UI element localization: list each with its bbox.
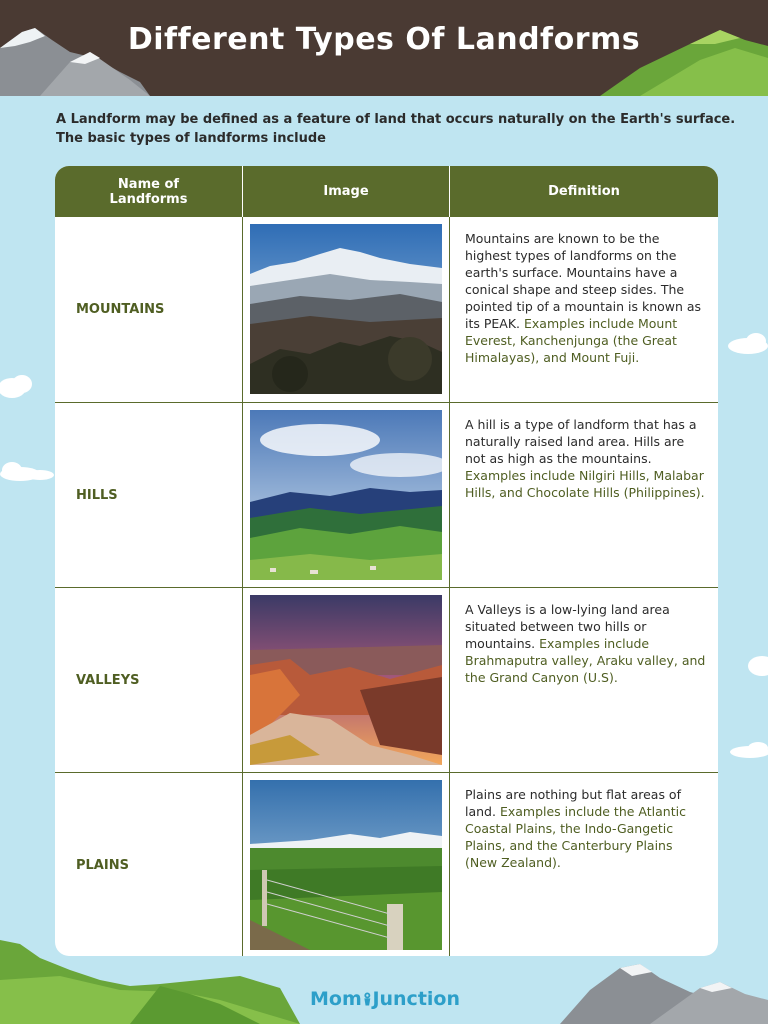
landform-definition (450, 588, 718, 772)
momjunction-logo[interactable] (310, 984, 460, 1014)
intro-line-1: A Landform may be defined as a feature of land that occurs naturally on the Earth's surface. (56, 112, 736, 127)
header-image: Image (243, 166, 450, 217)
definition-text: A Valleys is a low-lying land area situated between two hills or mountains. (465, 602, 670, 651)
header-definition: Definition (548, 184, 620, 199)
landform-definition (450, 403, 718, 587)
definition-text: Mountains are known to be the highest types of landforms on the earth's surface. Mountains have a conical shape and steep sides. The pointed tip of a mountain is known as its PEAK. (465, 231, 702, 331)
cloud-left-top (0, 370, 34, 400)
definition-text: Plains are nothing but flat areas of land. (465, 787, 681, 819)
momjunction-logo-icon (362, 986, 373, 1012)
cloud-right-bottom (722, 740, 768, 760)
header-name-of-landforms: Name of Landforms (55, 166, 243, 217)
landforms-table (55, 166, 718, 956)
definition-examples: Examples include the Atlantic Coastal Plains, the Indo-Gangetic Plains, and the Canterbury Plains (New Zealand). (465, 804, 686, 870)
landform-definition (450, 217, 718, 402)
landform-definition (450, 773, 718, 956)
landform-image-cell (243, 403, 450, 587)
table-row-plains (55, 772, 718, 956)
definition-examples: Examples include Mount Everest, Kanchenjunga (the Great Himalayas), and Mount Fuji. (465, 316, 678, 365)
intro-text (56, 110, 736, 148)
cloud-right-top (722, 332, 768, 356)
landform-image-cell (243, 773, 450, 956)
definition-examples: Examples include Brahmaputra valley, Araku valley, and the Grand Canyon (U.S). (465, 636, 706, 685)
table-row-valleys (55, 587, 718, 772)
table-row-mountains (55, 217, 718, 402)
intro-line-2: The basic types of landforms include (56, 131, 327, 146)
landform-image-cell (243, 217, 450, 402)
logo-text-mom: Mom (310, 988, 362, 1010)
landform-name: PLAINS (55, 773, 243, 956)
table-row-hills (55, 402, 718, 587)
hills-photo (250, 410, 442, 580)
logo-text-junction: Junction (372, 988, 460, 1010)
cloud-right-middle (746, 650, 768, 678)
landform-name: MOUNTAINS (55, 217, 243, 402)
valleys-photo (250, 595, 442, 765)
landform-name: HILLS (55, 403, 243, 587)
landform-name: VALLEYS (55, 588, 243, 772)
plains-photo (250, 780, 442, 950)
table-header (55, 166, 718, 217)
mountains-photo (250, 224, 442, 394)
page-title: Different Types Of Landforms (127, 22, 641, 57)
definition-examples: Examples include Nilgiri Hills, Malabar Hills, and Chocolate Hills (Philippines). (465, 468, 705, 500)
definition-text: A hill is a type of landform that has a naturally raised land area. Hills are not as high as the mountains. (465, 417, 697, 466)
cloud-left-bottom (0, 460, 56, 482)
landform-image-cell (243, 588, 450, 772)
